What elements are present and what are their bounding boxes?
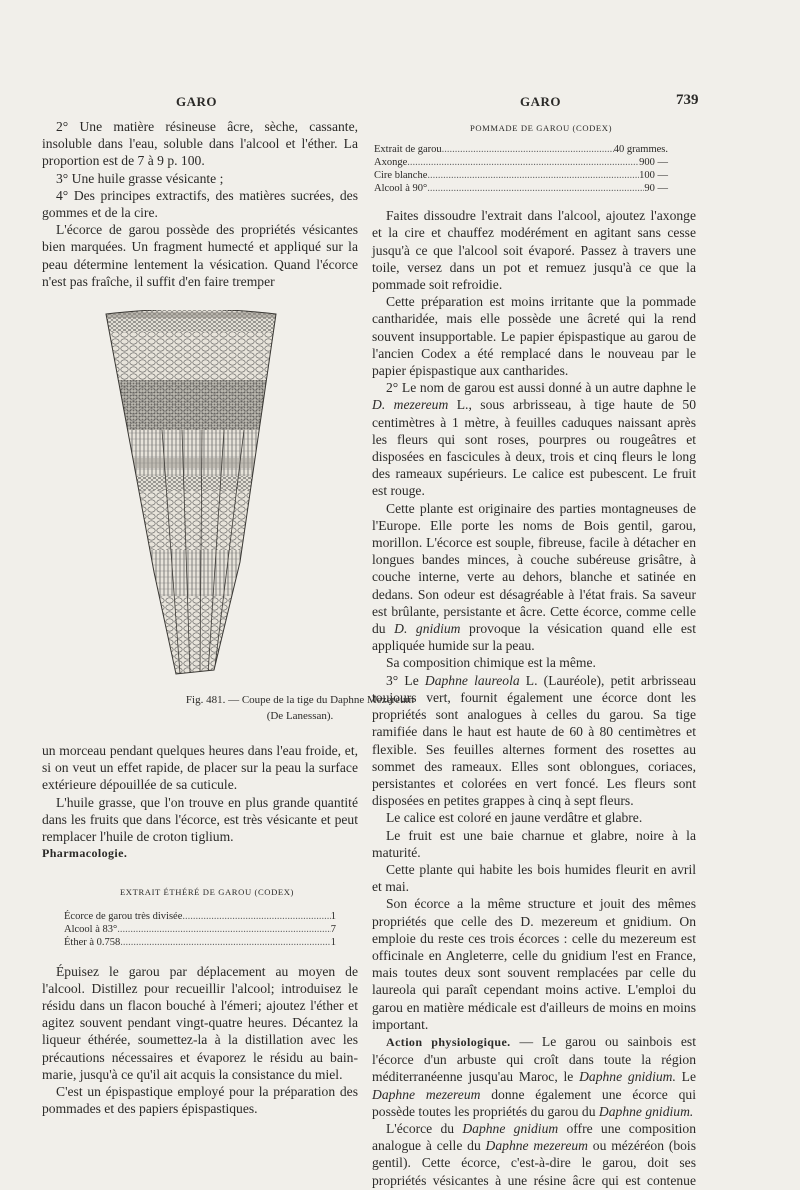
running-head-right: GARO xyxy=(520,94,561,109)
paragraph: C'est un épispastique employé pour la préparation des pommades et des papiers épispastiques. xyxy=(42,1084,358,1117)
formula-quantity: 100 — xyxy=(639,170,668,182)
text-span: 2° Le nom de garou est aussi donné à un autre daphne le xyxy=(386,380,696,396)
paragraph: Cette préparation est moins irritante que la pommade cantharidée, mais elle possède une âcreté qui la rend souvent insupportable. Le papier épispastique au garou de l'ancien Codex a été remplacé dans le nouveau par le papier épispastique aux cantharides. xyxy=(372,294,696,379)
formula-row xyxy=(374,182,668,195)
formula-ingredient: Écorce de garou très divisée xyxy=(64,910,183,922)
figure-caption-source: (De Lanessan). xyxy=(266,710,334,722)
formula-ingredient: Alcool à 90° xyxy=(374,183,428,195)
text-span: Cette plante est originaire des parties montagneuses de l'Europe. Elle porte les noms de Bois gentil, garou, morillon. L'écorce est souple, fibreuse, facile à détacher en longues bandes minces, à couche subéreuse grisâtre, à couche interne, verte au dehors, blanche et satinée en dedans. Son odeur est désagréable à l'état frais. Sa saveur est brûlante, persistante et âcre. Cette écorce, comme celle du xyxy=(372,500,696,637)
species-name: Daphne mezereum xyxy=(372,1086,481,1102)
text-span: 3° Le xyxy=(386,672,425,688)
left-column-top xyxy=(42,118,358,290)
text-span: Le xyxy=(675,1069,696,1085)
formula-quantity: 900 — xyxy=(639,157,668,169)
paragraph: Le calice est coloré en jaune verdâtre et glabre. xyxy=(386,810,643,826)
formula-table xyxy=(374,143,668,195)
text-span: L'écorce du xyxy=(386,1120,463,1136)
species-name: D. gnidium xyxy=(394,621,461,637)
paragraph xyxy=(372,1120,696,1190)
formula-ingredient: Alcool à 83° xyxy=(64,923,118,935)
paragraph: L'écorce de garou possède des propriétés vésicantes bien marquées. Un fragment humecté et appliqué sur la peau détermine lentement la vésication. Quand l'écorce n'est pas fraîche, il suffit d'en faire tremper xyxy=(42,222,358,289)
text-span: offre une composition analogue à celle du xyxy=(372,1120,696,1154)
formula-title: POMMADE DE GAROU (CODEX) xyxy=(469,123,613,133)
formula-ingredient: Extrait de garou xyxy=(374,144,442,156)
leader-dots xyxy=(427,169,639,182)
species-name: Daphne laureola xyxy=(424,672,520,688)
right-column xyxy=(372,120,696,1190)
running-head-left: GARO xyxy=(176,94,217,109)
text-span: L., sous arbrisseau, à tige haute de 50 centimètres à 1 mètre, à feuilles caduques naissant après les fleurs qui sont roses, pourpres ou rougeâtres et disposées en fascicules à deux, trois et cinq fleurs le long des rameaux supérieurs. Le calice est pubescent. Le fruit est rouge. xyxy=(372,397,696,499)
paragraph: un morceau pendant quelques heures dans l'eau froide, et, si on veut un effet rapide, de placer sur la peau la surface extérieure dépouillée de sa cuticule. xyxy=(42,743,358,793)
formula-ingredient: Axonge xyxy=(374,157,408,169)
leader-dots xyxy=(427,182,644,195)
paragraph: L'huile grasse, que l'on trouve en plus grande quantité dans les fruits que dans l'écorce, est très vésicante et peut remplacer l'huile de croton tiglium. xyxy=(42,794,358,845)
left-column-bottom xyxy=(42,742,358,1117)
species-name: Daphne mezereum xyxy=(485,1138,588,1154)
formula-row xyxy=(374,143,668,156)
formula-title: EXTRAIT ÉTHÉRÉ DE GAROU (CODEX) xyxy=(119,887,295,898)
leader-dots xyxy=(182,910,330,923)
leader-dots xyxy=(407,156,639,169)
species-name: D. mezereum xyxy=(372,397,449,413)
formula-row xyxy=(374,156,668,169)
paragraph xyxy=(372,500,696,655)
paragraph: Faites dissoudre l'extrait dans l'alcool, ajoutez l'axonge et la cire et chauffez modérément en agitant sans cesse jusqu'à ce que l'alcool soit évaporé. Passez à travers une toile, versez dans un pot et remuez jusqu'à ce que la pommade soit refroidie. xyxy=(372,208,696,293)
text-span: donne également une écorce qui possède toutes les propriétés du garou du xyxy=(372,1086,696,1119)
text-span: provoque la vésication quand elle est appliquée humide sur la peau. xyxy=(372,621,696,654)
paragraph xyxy=(372,379,696,499)
paragraph: Son écorce a la même structure et jouit des mêmes propriétés que celle des D. mezereum et gnidium. On emploie du reste ces trois écorces : celle du mezereum est officinale en Angleterre, celle du gnidium l'est en France, mais toutes deux sont souvent remplacées par celle du laureola qui paraît cependant moins active. L'emploi du garou en matière médicale est d'ailleurs de moins en moins important. xyxy=(372,896,696,1032)
formula-table xyxy=(64,910,336,949)
paragraph xyxy=(372,672,696,810)
leader-dots xyxy=(442,143,614,156)
species-name: Daphne gnidium xyxy=(462,1120,559,1136)
formula-quantity: 1 xyxy=(330,910,336,922)
species-name: Daphne gnidium. xyxy=(598,1103,694,1119)
section-heading: Pharmacologie. xyxy=(42,846,128,861)
leader-dots xyxy=(117,923,331,936)
leader-dots xyxy=(120,936,330,949)
text-span: ou mézéréon (bois gentil). Cette écorce, c'est-à-dire le garou, doit ses propriétés vésicantes à une résine âcre qui est contenue xyxy=(372,1138,697,1188)
paragraph: Le fruit est une baie charnue et glabre, noire à la maturité. xyxy=(372,827,696,860)
paragraph: 4° Des principes extractifs, des matières sucrées, des gommes et de la cire. xyxy=(42,187,358,221)
formula-ingredient: Éther à 0.758 xyxy=(64,936,121,948)
formula-row xyxy=(374,169,668,182)
formula-row xyxy=(64,923,336,936)
page-number: 739 xyxy=(676,92,699,108)
paragraph: Cette plante qui habite les bois humides fleurit en avril et mai. xyxy=(372,861,696,895)
formula-quantity: 40 grammes. xyxy=(613,144,668,156)
formula-quantity: 90 — xyxy=(644,183,668,195)
species-name: Daphne gnidium. xyxy=(579,1069,676,1085)
formula-ingredient: Cire blanche xyxy=(374,170,428,182)
paragraph: 2° Une matière résineuse âcre, sèche, cassante, insoluble dans l'eau, soluble dans l'alcool et l'éther. La proportion est de 7 à 9 p. 100. xyxy=(42,119,358,169)
paragraph xyxy=(372,1033,696,1120)
formula-row xyxy=(64,910,336,923)
formula-row xyxy=(64,936,336,949)
section-heading: Action physiologique. xyxy=(386,1034,511,1049)
figure-caption-line: Fig. 481. — Coupe de la tige du Daphne Mezereum xyxy=(185,694,415,706)
paragraph: Épuisez le garou par déplacement au moyen de l'alcool. Distillez pour recueillir l'alcool; introduisez le résidu dans un flacon bouché à l'émeri; ajoutez l'éther et agitez souvent pendant vingt-quatre heures. Décantez la liqueur éthérée, soumettez-la à la distillation avec les précautions nécessaires et évaporez le résidu au bain-marie, jusqu'à ce qu'il ait acquis la consistance du miel. xyxy=(42,963,358,1082)
formula-quantity: 7 xyxy=(330,923,336,935)
formula-quantity: 1 xyxy=(330,936,336,948)
text-span: — Le garou ou sainbois est l'écorce d'un arbuste qui croît dans toute la région méditerranéenne jusqu'au Maroc, le xyxy=(372,1033,696,1085)
paragraph: Sa composition chimique est la même. xyxy=(386,655,596,671)
stem-cross-section-figure xyxy=(102,310,280,684)
text-span: L. (Lauréole), petit arbrisseau toujours vert, fournit également une écorce dont les propriétés sont analogues à celles du garou. Sa tige ramifiée dans le haut est haute de 60 à 80 centimètres et flexible. Ses feuilles alternes forment des rosettes au sommet des rameaux. Elles sont oblongues, coriaces, persistantes et colorées en vert foncé. Les fleurs sont disposées en petites grappes à cinq à sept fleurs. xyxy=(372,672,696,809)
paragraph: 3° Une huile grasse vésicante ; xyxy=(56,170,224,186)
